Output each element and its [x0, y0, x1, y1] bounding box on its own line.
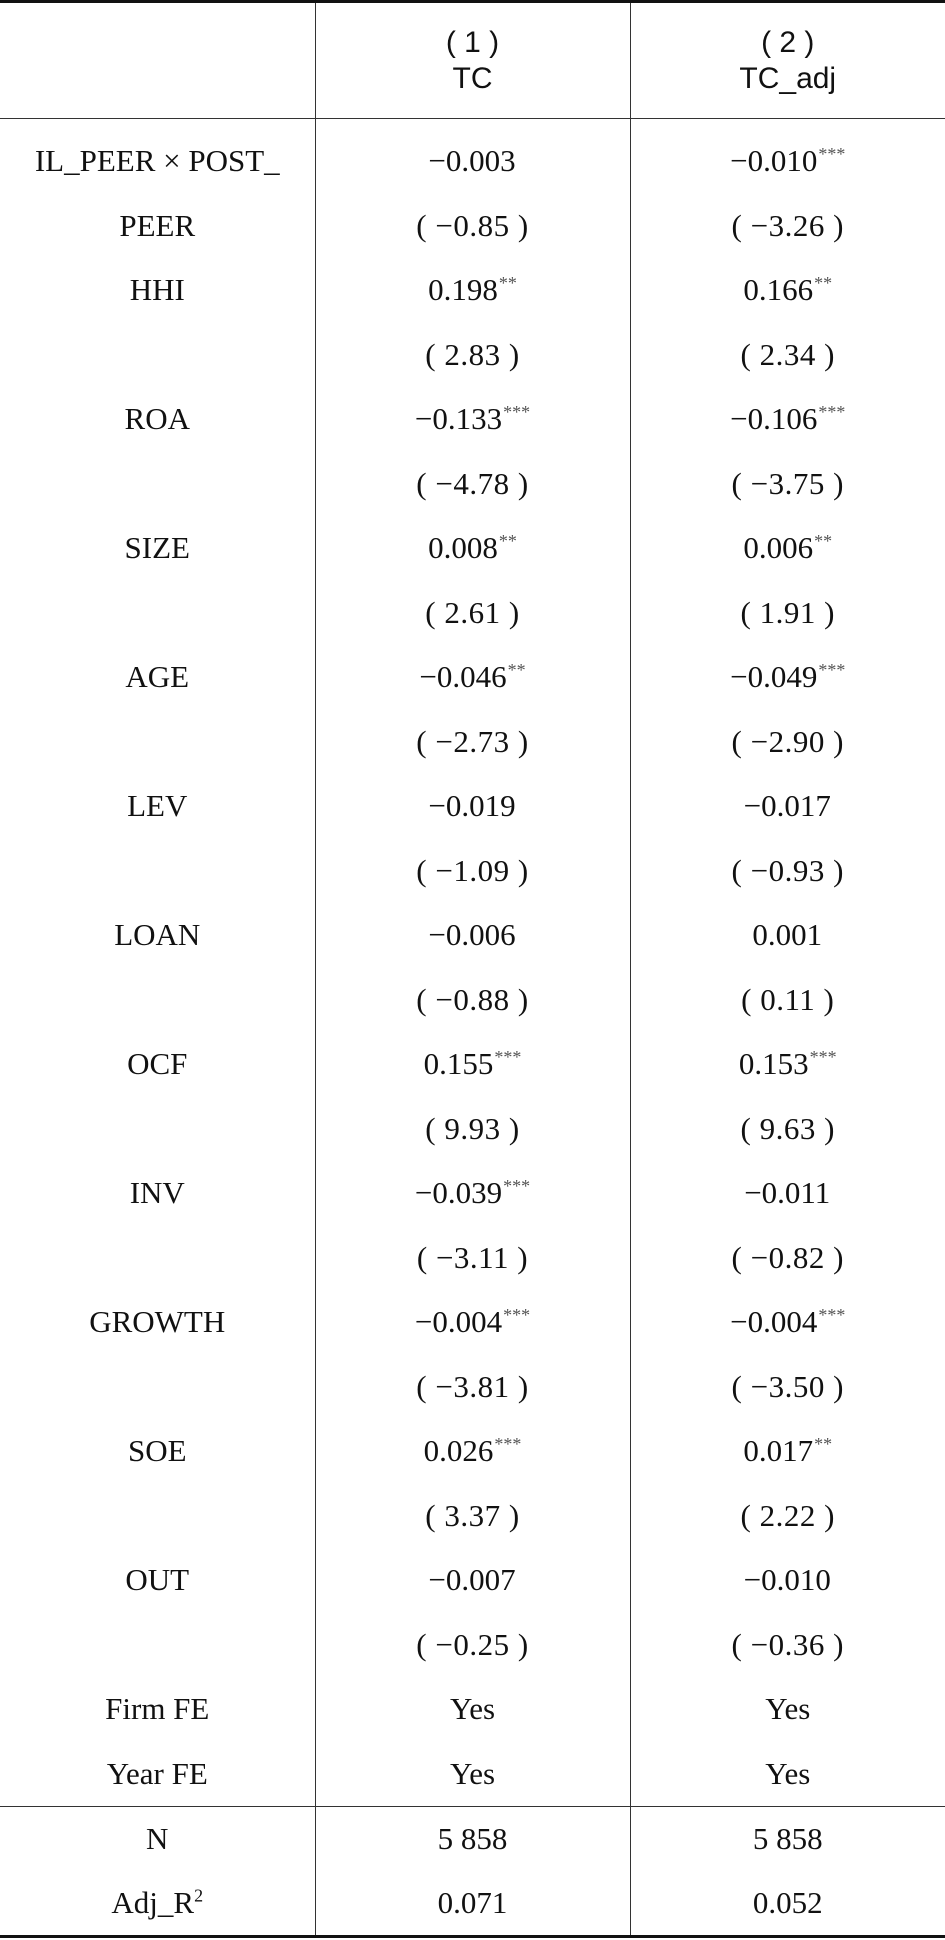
tstat-row: [0, 323, 945, 388]
significance-stars: **: [814, 1433, 833, 1454]
coef-col-1: −0.133***: [315, 387, 630, 452]
n-col-2: 5 858: [630, 1807, 945, 1872]
significance-stars: ***: [818, 401, 846, 422]
tstat-col-1: ( −1.09 ): [315, 839, 630, 904]
significance-stars: **: [814, 530, 833, 551]
coef-col-1: −0.006: [315, 903, 630, 968]
significance-stars: ***: [818, 143, 846, 164]
coef-row: [0, 645, 945, 710]
coef-col-2: 0.153***: [738, 1046, 837, 1082]
header-col-1: [315, 2, 630, 119]
fe-col-1: Yes: [315, 1677, 630, 1742]
coef-col-1: 0.026***: [315, 1419, 630, 1484]
coef-row: [0, 516, 945, 581]
significance-stars: ***: [818, 659, 846, 680]
coef-col-2: −0.004***: [730, 1304, 846, 1340]
tstat-col-1: ( −0.25 ): [315, 1613, 630, 1678]
col-1-name: TC: [452, 61, 493, 95]
tstat-row: [0, 1355, 945, 1420]
coef-col-2: −0.106***: [730, 401, 846, 437]
coef-col-2: 0.166**: [743, 272, 833, 308]
coef-col-1: 0.155***: [315, 1032, 630, 1097]
coef-col-2: −0.017: [743, 788, 831, 824]
tstat-row: [0, 581, 945, 646]
significance-stars: **: [498, 530, 517, 551]
tstat-col-1: ( −0.85 ): [315, 194, 630, 259]
coef-col-1: −0.003: [315, 119, 630, 194]
tstat-col-2: ( 0.11 ): [741, 981, 835, 1017]
tstat-row: [0, 968, 945, 1033]
tstat-col-2: ( −0.82 ): [731, 1239, 844, 1275]
significance-stars: ***: [809, 1046, 837, 1067]
significance-stars: ***: [818, 1304, 846, 1325]
significance-stars: ***: [503, 401, 531, 422]
tstat-row: [0, 1484, 945, 1549]
variable-label: $Adj\_R^2$: [0, 1871, 315, 1937]
col-2-number: ( 2 ): [761, 25, 815, 59]
variable-label: Year FE: [0, 1742, 315, 1807]
tstat-row: [0, 1097, 945, 1162]
variable-label: Firm FE: [0, 1677, 315, 1742]
coef-col-2: −0.011: [744, 1175, 831, 1211]
tstat-col-2: ( −2.90 ): [731, 723, 844, 759]
tstat-row: [0, 710, 945, 775]
coef-col-1: −0.019: [315, 774, 630, 839]
tstat-col-1: ( 9.93 ): [315, 1097, 630, 1162]
fe-col-1: Yes: [315, 1742, 630, 1807]
coef-col-1: 0.008**: [315, 516, 630, 581]
coef-row: [0, 119, 945, 194]
coef-row: [0, 903, 945, 968]
significance-stars: **: [507, 659, 526, 680]
tstat-col-1: ( −3.81 ): [315, 1355, 630, 1420]
fe-col-2: Yes: [765, 1691, 811, 1727]
coef-row: [0, 1419, 945, 1484]
coef-row: [0, 387, 945, 452]
tstat-col-1: ( −0.88 ): [315, 968, 630, 1033]
fixed-effect-row: [0, 1677, 945, 1742]
tstat-col-2: ( −3.75 ): [731, 465, 844, 501]
coef-col-2: −0.010***: [730, 143, 846, 179]
r2-superscript: 2: [194, 1885, 204, 1906]
tstat-col-2: ( −3.50 ): [731, 1368, 844, 1404]
r2-col-1: 0.071: [315, 1871, 630, 1937]
tstat-col-2: ( −0.36 ): [731, 1626, 844, 1662]
coef-col-1: 0.198**: [315, 258, 630, 323]
tstat-row: [0, 1226, 945, 1291]
variable-label: INV: [0, 1161, 315, 1226]
coef-col-2: 0.001: [752, 917, 823, 953]
tstat-row: [0, 1613, 945, 1678]
tstat-col-1: ( −3.11 ): [315, 1226, 630, 1291]
coef-row: [0, 774, 945, 839]
variable-label: GROWTH: [0, 1290, 315, 1355]
observations-row: [0, 1807, 945, 1872]
tstat-col-2: ( 2.34 ): [740, 336, 835, 372]
adj-r2-row: [0, 1871, 945, 1937]
significance-stars: ***: [503, 1175, 531, 1196]
coef-col-2: −0.010: [743, 1562, 831, 1598]
tstat-col-2: ( −0.93 ): [731, 852, 844, 888]
variable-label: LOAN: [0, 903, 315, 968]
tstat-col-1: ( −2.73 ): [315, 710, 630, 775]
fe-col-2: Yes: [765, 1755, 811, 1791]
fixed-effect-row: [0, 1742, 945, 1807]
col-1-number: ( 1 ): [445, 25, 500, 59]
coef-col-1: −0.046**: [315, 645, 630, 710]
coef-col-1: −0.039***: [315, 1161, 630, 1226]
variable-label: OUT: [0, 1548, 315, 1613]
col-2-name: TC_adj: [739, 61, 837, 95]
significance-stars: **: [814, 272, 833, 293]
significance-stars: **: [498, 272, 517, 293]
tstat-row: [0, 839, 945, 904]
coef-col-1: −0.004***: [315, 1290, 630, 1355]
tstat-col-1: ( −4.78 ): [315, 452, 630, 517]
variable-label: OCF: [0, 1032, 315, 1097]
tstat-col-2: ( 2.22 ): [740, 1497, 835, 1533]
coef-col-2: 0.017**: [743, 1433, 833, 1469]
coef-row: [0, 1290, 945, 1355]
header-col-2: [630, 2, 945, 119]
variable-label: ROA: [0, 387, 315, 452]
coef-col-2: −0.049***: [730, 659, 846, 695]
tstat-col-2: ( −3.26 ): [731, 207, 844, 243]
n-col-1: 5 858: [315, 1807, 630, 1872]
coef-col-1: −0.007: [315, 1548, 630, 1613]
variable-label: IL_PEER × POST_: [0, 119, 315, 194]
tstat-col-1: ( 2.83 ): [315, 323, 630, 388]
tstat-col-1: ( 3.37 ): [315, 1484, 630, 1549]
variable-label: HHI: [0, 258, 315, 323]
variable-label: SIZE: [0, 516, 315, 581]
variable-label-continued: PEER: [0, 194, 315, 259]
tstat-col-1: ( 2.61 ): [315, 581, 630, 646]
significance-stars: ***: [494, 1433, 522, 1454]
variable-label: AGE: [0, 645, 315, 710]
coef-row: [0, 1032, 945, 1097]
variable-label: LEV: [0, 774, 315, 839]
variable-label: SOE: [0, 1419, 315, 1484]
tstat-col-2: ( 1.91 ): [740, 594, 835, 630]
significance-stars: ***: [503, 1304, 531, 1325]
variable-label: N: [0, 1807, 315, 1872]
header-empty-cell: [0, 2, 315, 119]
table-header-row: [0, 2, 945, 119]
r2-col-2: 0.052: [630, 1871, 945, 1937]
tstat-row: [0, 194, 945, 259]
table-body: [0, 119, 945, 1937]
tstat-row: [0, 452, 945, 517]
coef-row: [0, 1161, 945, 1226]
significance-stars: ***: [494, 1046, 522, 1067]
coef-col-2: 0.006**: [743, 530, 833, 566]
coef-row: [0, 258, 945, 323]
tstat-col-2: ( 9.63 ): [740, 1110, 835, 1146]
coef-row: [0, 1548, 945, 1613]
